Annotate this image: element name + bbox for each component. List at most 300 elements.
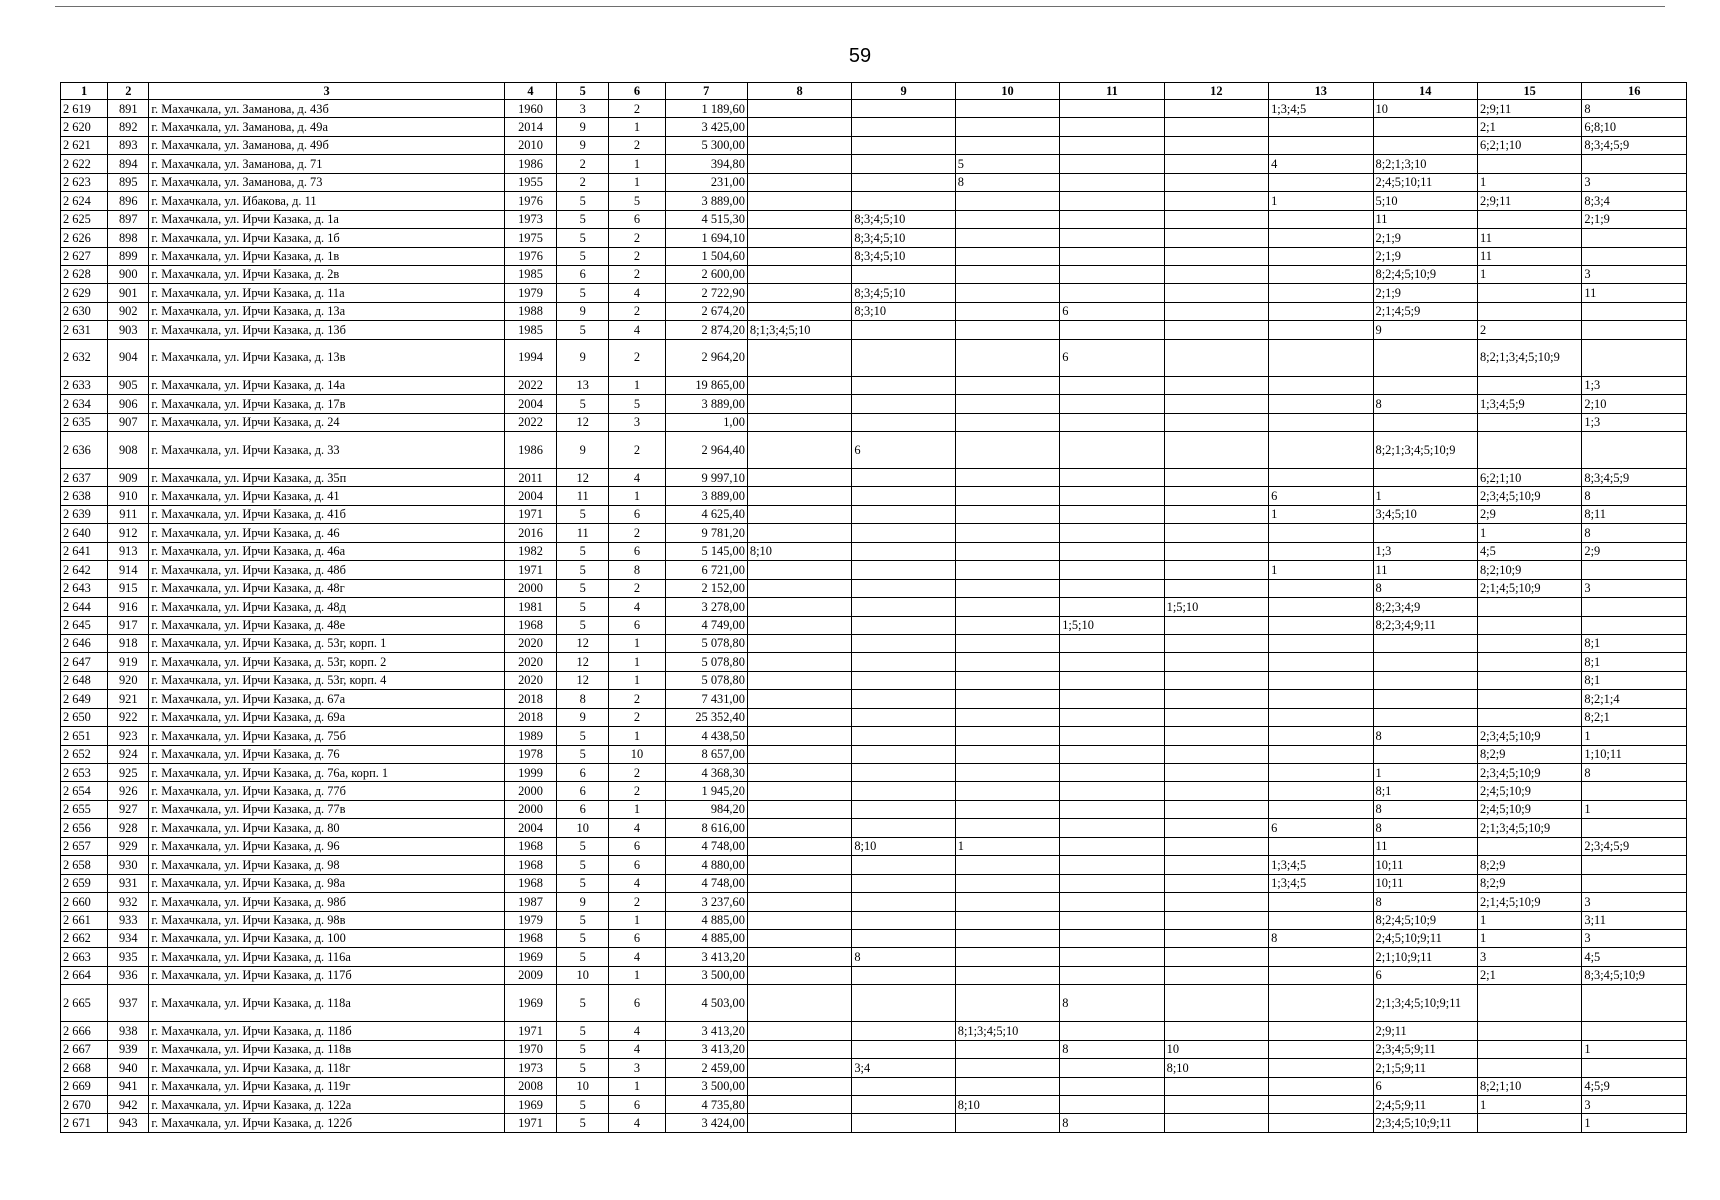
row-number-cell: 2 665 (61, 985, 108, 1022)
entrances-cell: 4 (609, 1022, 665, 1040)
work-col-16-cell: 8 (1582, 100, 1687, 118)
floors-cell: 5 (557, 985, 609, 1022)
work-col-14-cell: 2;1;9 (1373, 247, 1477, 265)
work-col-9-cell (852, 893, 955, 911)
work-col-13-cell: 6 (1269, 819, 1373, 837)
work-col-13-cell (1269, 985, 1373, 1022)
work-col-11-cell (1060, 690, 1164, 708)
address-cell: г. Махачкала, ул. Ирчи Казака, д. 53г, корп. 2 (149, 653, 505, 671)
work-col-8-cell (747, 265, 851, 283)
table-row (61, 247, 1687, 265)
floors-cell: 12 (557, 634, 609, 652)
address-cell: г. Махачкала, ул. Ирчи Казака, д. 98 (149, 856, 505, 874)
work-col-16-cell (1582, 561, 1687, 579)
work-col-10-cell (955, 1059, 1059, 1077)
column-header-12: 12 (1164, 83, 1268, 100)
work-col-10-cell (955, 118, 1059, 136)
registry-id-cell: 930 (108, 856, 149, 874)
work-col-14-cell: 8;2;4;5;10;9 (1373, 911, 1477, 929)
entrances-cell: 1 (609, 671, 665, 689)
row-number-cell: 2 637 (61, 469, 108, 487)
work-col-8-cell (747, 432, 851, 469)
work-col-8-cell (747, 302, 851, 320)
year-built-cell: 1970 (504, 1040, 556, 1058)
address-cell: г. Махачкала, ул. Ирчи Казака, д. 35п (149, 469, 505, 487)
work-col-12-cell (1164, 929, 1268, 947)
year-built-cell: 1994 (504, 339, 556, 376)
year-built-cell: 2014 (504, 118, 556, 136)
entrances-cell: 1 (609, 634, 665, 652)
area-cell: 9 997,10 (665, 469, 747, 487)
work-col-15-cell (1477, 284, 1581, 302)
row-number-cell: 2 648 (61, 671, 108, 689)
work-col-13-cell (1269, 800, 1373, 818)
work-col-12-cell (1164, 911, 1268, 929)
entrances-cell: 1 (609, 376, 665, 394)
work-col-13-cell: 1;3;4;5 (1269, 100, 1373, 118)
work-col-8-cell (747, 598, 851, 616)
work-col-14-cell: 8;2;3;4;9 (1373, 598, 1477, 616)
floors-cell: 5 (557, 598, 609, 616)
address-cell: г. Махачкала, ул. Ирчи Казака, д. 119г (149, 1077, 505, 1095)
floors-cell: 5 (557, 1022, 609, 1040)
floors-cell: 8 (557, 690, 609, 708)
work-col-10-cell (955, 432, 1059, 469)
work-col-16-cell (1582, 1022, 1687, 1040)
work-col-15-cell: 2;1;3;4;5;10;9 (1477, 819, 1581, 837)
work-col-12-cell: 1;5;10 (1164, 598, 1268, 616)
entrances-cell: 6 (609, 837, 665, 855)
work-col-8-cell (747, 837, 851, 855)
floors-cell: 9 (557, 708, 609, 726)
work-col-12-cell (1164, 542, 1268, 560)
work-col-8-cell (747, 634, 851, 652)
work-col-16-cell: 8;3;4;5;9 (1582, 469, 1687, 487)
work-col-14-cell: 11 (1373, 561, 1477, 579)
work-col-14-cell: 2;1;4;5;9 (1373, 302, 1477, 320)
column-header-14: 14 (1373, 83, 1477, 100)
row-number-cell: 2 667 (61, 1040, 108, 1058)
table-row (61, 469, 1687, 487)
year-built-cell: 1968 (504, 929, 556, 947)
area-cell: 9 781,20 (665, 524, 747, 542)
work-col-16-cell: 8;11 (1582, 505, 1687, 523)
floors-cell: 5 (557, 579, 609, 597)
work-col-9-cell (852, 395, 955, 413)
work-col-11-cell (1060, 948, 1164, 966)
table-row (61, 376, 1687, 394)
address-cell: г. Махачкала, ул. Ирчи Казака, д. 118а (149, 985, 505, 1022)
work-col-13-cell (1269, 1096, 1373, 1114)
work-col-12-cell (1164, 874, 1268, 892)
area-cell: 3 889,00 (665, 192, 747, 210)
work-col-16-cell: 8;3;4 (1582, 192, 1687, 210)
registry-id-cell: 932 (108, 893, 149, 911)
row-number-cell: 2 660 (61, 893, 108, 911)
work-col-8-cell (747, 874, 851, 892)
entrances-cell: 2 (609, 524, 665, 542)
work-col-16-cell (1582, 339, 1687, 376)
work-col-10-cell (955, 727, 1059, 745)
floors-cell: 5 (557, 284, 609, 302)
year-built-cell: 2009 (504, 966, 556, 984)
work-col-16-cell: 8;3;4;5;10;9 (1582, 966, 1687, 984)
work-col-8-cell (747, 690, 851, 708)
address-cell: г. Махачкала, ул. Ирчи Казака, д. 1в (149, 247, 505, 265)
area-cell: 2 600,00 (665, 265, 747, 283)
work-col-9-cell (852, 413, 955, 431)
work-col-15-cell: 8;2;1;10 (1477, 1077, 1581, 1095)
work-col-12-cell (1164, 671, 1268, 689)
work-col-11-cell (1060, 395, 1164, 413)
entrances-cell: 1 (609, 487, 665, 505)
table-row (61, 782, 1687, 800)
work-col-15-cell: 2;3;4;5;10;9 (1477, 727, 1581, 745)
work-col-9-cell (852, 1022, 955, 1040)
work-col-16-cell (1582, 819, 1687, 837)
work-col-13-cell (1269, 616, 1373, 634)
table-row (61, 837, 1687, 855)
area-cell: 231,00 (665, 173, 747, 191)
area-cell: 3 424,00 (665, 1114, 747, 1132)
work-col-14-cell: 2;1;9 (1373, 284, 1477, 302)
column-header-13: 13 (1269, 83, 1373, 100)
entrances-cell: 5 (609, 192, 665, 210)
work-col-13-cell (1269, 727, 1373, 745)
entrances-cell: 6 (609, 929, 665, 947)
row-number-cell: 2 641 (61, 542, 108, 560)
floors-cell: 5 (557, 561, 609, 579)
work-col-11-cell (1060, 837, 1164, 855)
year-built-cell: 1988 (504, 302, 556, 320)
area-cell: 4 368,30 (665, 764, 747, 782)
entrances-cell: 6 (609, 985, 665, 1022)
work-col-16-cell: 11 (1582, 284, 1687, 302)
year-built-cell: 1986 (504, 432, 556, 469)
work-col-8-cell (747, 376, 851, 394)
work-col-8-cell (747, 893, 851, 911)
year-built-cell: 1982 (504, 542, 556, 560)
work-col-10-cell (955, 469, 1059, 487)
year-built-cell: 1969 (504, 948, 556, 966)
address-cell: г. Махачкала, ул. Ирчи Казака, д. 122а (149, 1096, 505, 1114)
entrances-cell: 1 (609, 155, 665, 173)
work-col-10-cell (955, 505, 1059, 523)
work-col-9-cell (852, 542, 955, 560)
floors-cell: 9 (557, 432, 609, 469)
work-col-13-cell (1269, 1022, 1373, 1040)
work-col-10-cell (955, 376, 1059, 394)
work-col-15-cell: 6;2;1;10 (1477, 136, 1581, 154)
work-col-16-cell: 2;3;4;5;9 (1582, 837, 1687, 855)
registry-id-cell: 909 (108, 469, 149, 487)
work-col-9-cell (852, 745, 955, 763)
work-col-16-cell: 4;5 (1582, 948, 1687, 966)
work-col-11-cell (1060, 561, 1164, 579)
work-col-8-cell (747, 764, 851, 782)
work-col-11-cell (1060, 1059, 1164, 1077)
entrances-cell: 2 (609, 247, 665, 265)
work-col-16-cell (1582, 229, 1687, 247)
work-col-9-cell (852, 118, 955, 136)
floors-cell: 13 (557, 376, 609, 394)
table-row (61, 579, 1687, 597)
work-col-15-cell (1477, 985, 1581, 1022)
table-row (61, 155, 1687, 173)
work-col-9-cell (852, 911, 955, 929)
address-cell: г. Махачкала, ул. Ирчи Казака, д. 33 (149, 432, 505, 469)
work-col-13-cell (1269, 469, 1373, 487)
floors-cell: 2 (557, 173, 609, 191)
work-col-11-cell (1060, 745, 1164, 763)
work-col-12-cell (1164, 708, 1268, 726)
work-col-9-cell: 8;3;4;5;10 (852, 284, 955, 302)
work-col-13-cell (1269, 653, 1373, 671)
work-col-16-cell: 4;5;9 (1582, 1077, 1687, 1095)
work-col-9-cell: 8;3;10 (852, 302, 955, 320)
row-number-cell: 2 657 (61, 837, 108, 855)
year-built-cell: 1971 (504, 1114, 556, 1132)
work-col-9-cell (852, 192, 955, 210)
work-col-13-cell: 1 (1269, 561, 1373, 579)
work-col-11-cell (1060, 469, 1164, 487)
column-header-5: 5 (557, 83, 609, 100)
area-cell: 4 748,00 (665, 837, 747, 855)
table-row (61, 893, 1687, 911)
entrances-cell: 1 (609, 966, 665, 984)
work-col-16-cell (1582, 321, 1687, 339)
registry-id-cell: 920 (108, 671, 149, 689)
registry-id-cell: 937 (108, 985, 149, 1022)
work-col-14-cell: 2;4;5;10;11 (1373, 173, 1477, 191)
row-number-cell: 2 630 (61, 302, 108, 320)
row-number-cell: 2 659 (61, 874, 108, 892)
table-row (61, 395, 1687, 413)
entrances-cell: 6 (609, 505, 665, 523)
work-col-14-cell (1373, 339, 1477, 376)
work-col-10-cell (955, 948, 1059, 966)
entrances-cell: 4 (609, 819, 665, 837)
table-row (61, 505, 1687, 523)
work-col-11-cell (1060, 376, 1164, 394)
work-col-12-cell (1164, 837, 1268, 855)
work-col-12-cell (1164, 413, 1268, 431)
registry-id-cell: 913 (108, 542, 149, 560)
table-row (61, 136, 1687, 154)
row-number-cell: 2 663 (61, 948, 108, 966)
floors-cell: 10 (557, 819, 609, 837)
area-cell: 5 145,00 (665, 542, 747, 560)
work-col-14-cell (1373, 634, 1477, 652)
work-col-10-cell (955, 745, 1059, 763)
area-cell: 2 964,20 (665, 339, 747, 376)
work-col-15-cell: 2;9;11 (1477, 100, 1581, 118)
work-col-11-cell (1060, 911, 1164, 929)
area-cell: 3 413,20 (665, 1040, 747, 1058)
row-number-cell: 2 639 (61, 505, 108, 523)
work-col-15-cell: 1 (1477, 265, 1581, 283)
work-col-14-cell: 2;1;10;9;11 (1373, 948, 1477, 966)
address-cell: г. Махачкала, ул. Ирчи Казака, д. 118г (149, 1059, 505, 1077)
work-col-14-cell: 6 (1373, 1077, 1477, 1095)
year-built-cell: 1973 (504, 1059, 556, 1077)
registry-id-cell: 942 (108, 1096, 149, 1114)
work-col-15-cell (1477, 671, 1581, 689)
work-col-8-cell (747, 671, 851, 689)
column-header-11: 11 (1060, 83, 1164, 100)
floors-cell: 5 (557, 192, 609, 210)
work-col-10-cell (955, 321, 1059, 339)
work-col-16-cell: 2;9 (1582, 542, 1687, 560)
work-col-9-cell (852, 1040, 955, 1058)
area-cell: 5 300,00 (665, 136, 747, 154)
work-col-13-cell: 4 (1269, 155, 1373, 173)
row-number-cell: 2 633 (61, 376, 108, 394)
area-cell: 4 625,40 (665, 505, 747, 523)
work-col-10-cell: 5 (955, 155, 1059, 173)
work-col-9-cell (852, 653, 955, 671)
table-row (61, 653, 1687, 671)
entrances-cell: 2 (609, 782, 665, 800)
entrances-cell: 2 (609, 708, 665, 726)
area-cell: 3 889,00 (665, 487, 747, 505)
area-cell: 3 889,00 (665, 395, 747, 413)
work-col-9-cell: 8 (852, 948, 955, 966)
entrances-cell: 2 (609, 302, 665, 320)
work-col-14-cell (1373, 413, 1477, 431)
area-cell: 2 874,20 (665, 321, 747, 339)
registry-id-cell: 917 (108, 616, 149, 634)
work-col-13-cell (1269, 764, 1373, 782)
work-col-11-cell: 8 (1060, 1114, 1164, 1132)
work-col-15-cell: 6;2;1;10 (1477, 469, 1581, 487)
work-col-15-cell (1477, 598, 1581, 616)
row-number-cell: 2 649 (61, 690, 108, 708)
work-col-8-cell (747, 653, 851, 671)
work-col-10-cell (955, 561, 1059, 579)
address-cell: г. Махачкала, ул. Заманова, д. 49а (149, 118, 505, 136)
address-cell: г. Махачкала, ул. Ирчи Казака, д. 11а (149, 284, 505, 302)
table-row (61, 1022, 1687, 1040)
table-row (61, 856, 1687, 874)
work-col-15-cell (1477, 634, 1581, 652)
registry-id-cell: 901 (108, 284, 149, 302)
work-col-8-cell (747, 819, 851, 837)
work-col-13-cell (1269, 210, 1373, 228)
work-col-12-cell (1164, 118, 1268, 136)
work-col-9-cell (852, 727, 955, 745)
work-col-16-cell (1582, 247, 1687, 265)
work-col-14-cell: 9 (1373, 321, 1477, 339)
registry-id-cell: 918 (108, 634, 149, 652)
registry-id-cell: 902 (108, 302, 149, 320)
work-col-14-cell: 2;1;3;4;5;10;9;11 (1373, 985, 1477, 1022)
area-cell: 984,20 (665, 800, 747, 818)
work-col-15-cell: 2;9 (1477, 505, 1581, 523)
address-cell: г. Махачкала, ул. Ирчи Казака, д. 98а (149, 874, 505, 892)
year-built-cell: 1968 (504, 616, 556, 634)
work-col-16-cell: 3 (1582, 173, 1687, 191)
row-number-cell: 2 625 (61, 210, 108, 228)
work-col-8-cell (747, 505, 851, 523)
work-col-11-cell (1060, 505, 1164, 523)
work-col-9-cell (852, 579, 955, 597)
work-col-14-cell: 2;9;11 (1373, 1022, 1477, 1040)
work-col-14-cell: 8;2;3;4;9;11 (1373, 616, 1477, 634)
address-cell: г. Махачкала, ул. Ирчи Казака, д. 118в (149, 1040, 505, 1058)
work-col-11-cell (1060, 1077, 1164, 1095)
work-col-9-cell (852, 524, 955, 542)
floors-cell: 5 (557, 321, 609, 339)
area-cell: 5 078,80 (665, 634, 747, 652)
work-col-8-cell (747, 229, 851, 247)
year-built-cell: 1979 (504, 284, 556, 302)
table-row (61, 339, 1687, 376)
address-cell: г. Махачкала, ул. Ирчи Казака, д. 2в (149, 265, 505, 283)
address-cell: г. Махачкала, ул. Ирчи Казака, д. 13в (149, 339, 505, 376)
work-col-16-cell: 1 (1582, 1040, 1687, 1058)
work-col-10-cell (955, 229, 1059, 247)
work-col-16-cell: 8 (1582, 487, 1687, 505)
address-cell: г. Махачкала, ул. Заманова, д. 49б (149, 136, 505, 154)
entrances-cell: 8 (609, 561, 665, 579)
work-col-15-cell: 2;1 (1477, 118, 1581, 136)
work-col-11-cell (1060, 598, 1164, 616)
table-row (61, 413, 1687, 431)
floors-cell: 5 (557, 505, 609, 523)
row-number-cell: 2 622 (61, 155, 108, 173)
address-cell: г. Махачкала, ул. Ирчи Казака, д. 1б (149, 229, 505, 247)
floors-cell: 5 (557, 856, 609, 874)
work-col-11-cell (1060, 856, 1164, 874)
work-col-12-cell (1164, 856, 1268, 874)
column-header-9: 9 (852, 83, 955, 100)
floors-cell: 12 (557, 653, 609, 671)
year-built-cell: 2022 (504, 376, 556, 394)
work-col-14-cell: 8;2;1;3;10 (1373, 155, 1477, 173)
address-cell: г. Махачкала, ул. Ирчи Казака, д. 117б (149, 966, 505, 984)
work-col-13-cell (1269, 579, 1373, 597)
work-col-15-cell: 8;2;9 (1477, 874, 1581, 892)
work-col-10-cell (955, 764, 1059, 782)
year-built-cell: 2000 (504, 579, 556, 597)
table-row (61, 265, 1687, 283)
address-cell: г. Махачкала, ул. Ирчи Казака, д. 116а (149, 948, 505, 966)
work-col-15-cell (1477, 1040, 1581, 1058)
floors-cell: 12 (557, 413, 609, 431)
work-col-8-cell (747, 247, 851, 265)
area-cell: 4 503,00 (665, 985, 747, 1022)
work-col-9-cell (852, 487, 955, 505)
work-col-13-cell (1269, 690, 1373, 708)
work-col-14-cell: 8 (1373, 893, 1477, 911)
entrances-cell: 4 (609, 321, 665, 339)
table-row (61, 985, 1687, 1022)
work-col-12-cell (1164, 727, 1268, 745)
work-col-8-cell (747, 708, 851, 726)
registry-id-cell: 925 (108, 764, 149, 782)
work-col-13-cell (1269, 1114, 1373, 1132)
work-col-8-cell (747, 1022, 851, 1040)
year-built-cell: 2004 (504, 819, 556, 837)
work-col-8-cell (747, 1059, 851, 1077)
table-row (61, 966, 1687, 984)
table-row (61, 321, 1687, 339)
work-col-12-cell: 10 (1164, 1040, 1268, 1058)
work-col-14-cell: 2;4;5;9;11 (1373, 1096, 1477, 1114)
address-cell: г. Махачкала, ул. Ирчи Казака, д. 53г, корп. 1 (149, 634, 505, 652)
registry-id-cell: 907 (108, 413, 149, 431)
